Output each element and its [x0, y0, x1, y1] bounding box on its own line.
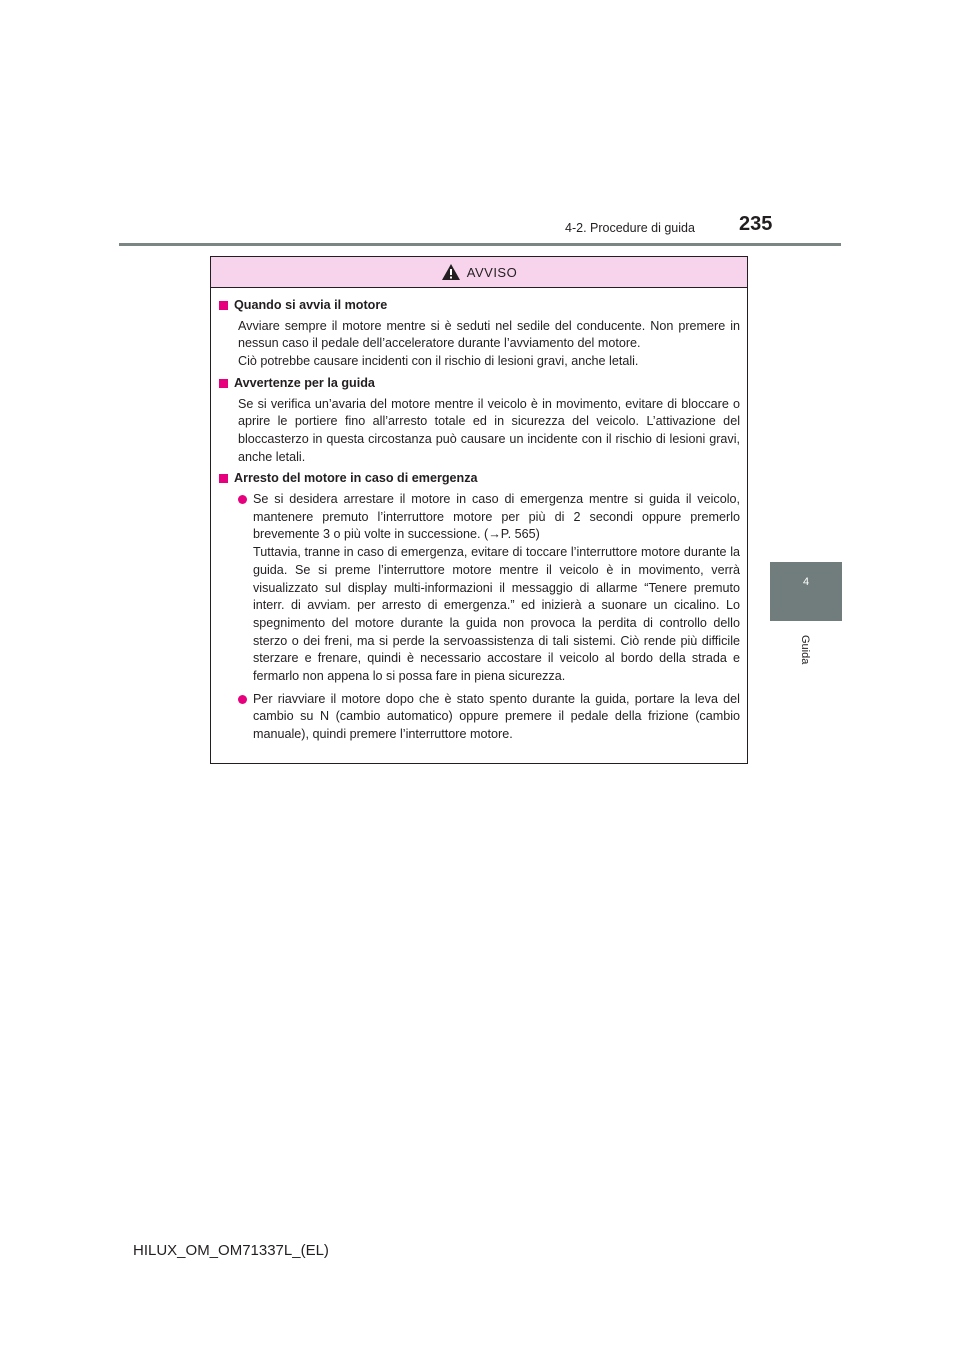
section-heading: Quando si avvia il motore [234, 298, 388, 312]
bullet-text: Tuttavia, tranne in caso di emergenza, evitare di toccare l’interruttore motore durante la guida. Se si preme l’interruttore motore mentre il veicolo è in movimento, verrà visualizzato sul display multi-informazioni il messaggio di allarme “Tenere premuto interr. di avviam. per arresto di emergenza.” ed inizierà a suonare un cicalino. Lo spegnimento del motore durante la guida non provoca la perdita di controllo dello sterzo o dei freni, ma si perde la servoassistenza di tali sistemi. Ciò rende più difficile sterzare e frenare, quindi è necessario accostare il veicolo al bordo della strada e fermarlo non appena lo si possa fare in piena sicurezza. [253, 545, 740, 684]
square-bullet-icon [219, 379, 228, 388]
round-bullet-icon [238, 495, 247, 504]
square-bullet-icon [219, 474, 228, 483]
header-divider [119, 243, 841, 246]
chapter-tab: 4 [770, 562, 842, 621]
list-item [219, 491, 740, 686]
bullet-text: Se si desidera arrestare il motore in caso di emergenza mentre si guida il veicolo, mantenere premuto l’interruttore motore per più di 2 secondi oppure premerlo brevemente 3 o più volte in successione. (→P. 565) [253, 492, 740, 542]
warning-triangle-icon [441, 263, 461, 281]
warning-header [211, 257, 747, 288]
document-code: HILUX_OM_OM71337L_(EL) [133, 1242, 329, 1259]
chapter-tab-label: Guida [799, 635, 811, 665]
section-text: Avviare sempre il motore mentre si è seduti nel sedile del conducente. Non premere in nessun caso il pedale dell’acceleratore durante l’avviamento del motore. [238, 318, 740, 351]
section-driving-warnings [219, 375, 740, 467]
section-engine-start [219, 297, 740, 371]
section-emergency-stop [219, 470, 740, 744]
warning-body [211, 288, 747, 744]
section-text: Ciò potrebbe causare incidenti con il rischio di lesioni gravi, anche letali. [238, 354, 639, 369]
warning-box [210, 256, 748, 764]
bullet-text: Per riavviare il motore dopo che è stato spento durante la guida, portare la leva del cambio su N (cambio automatico) oppure premere il pedale della frizione (cambio manuale), quindi premere l’interruttore motore. [253, 691, 740, 742]
page-number: 235 [739, 213, 773, 235]
round-bullet-icon [238, 695, 247, 704]
section-title: 4-2. Procedure di guida [565, 221, 695, 235]
section-heading: Arresto del motore in caso di emergenza [234, 471, 478, 486]
square-bullet-icon [219, 301, 228, 310]
warning-title: AVVISO [466, 264, 518, 280]
section-text: Se si verifica un’avaria del motore mentre il veicolo è in movimento, evitare di bloccare o aprire le portiere fino all’arresto totale ed in sicurezza del veicolo. L’attivazione del bloccasterzo in questa circostanza può causare un incidente con il rischio di lesioni gravi, anche letali. [238, 396, 740, 464]
list-item [219, 691, 740, 744]
section-heading: Avvertenze per la guida [234, 375, 375, 390]
